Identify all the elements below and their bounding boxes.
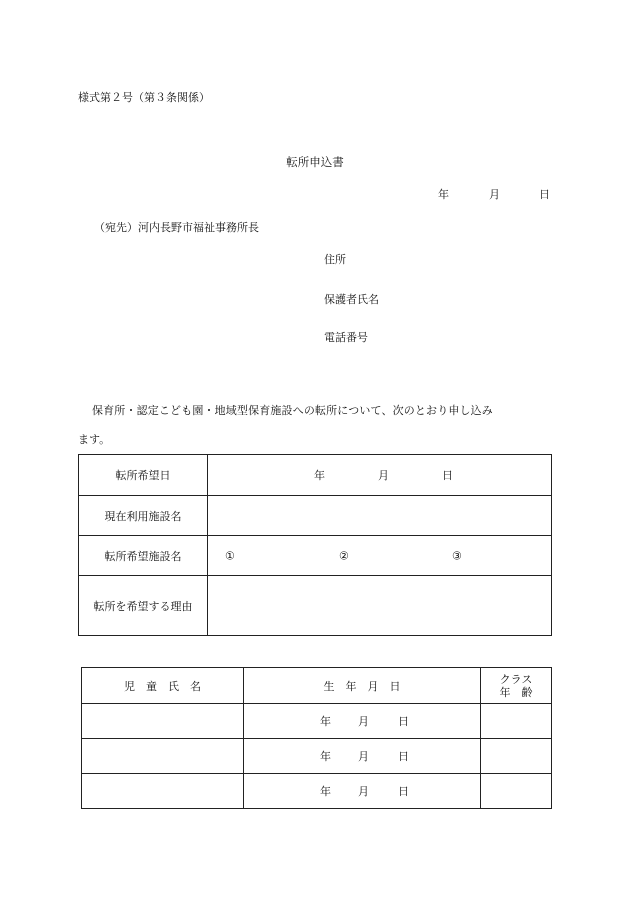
- desired-date-day: 日: [442, 469, 453, 482]
- birth-month-label: 月: [358, 715, 369, 728]
- facility-choice-2: ②: [339, 549, 349, 562]
- date-day-label: 日: [539, 188, 550, 201]
- reason-label: 転所を希望する理由: [79, 576, 208, 636]
- desired-date-field[interactable]: [208, 455, 552, 496]
- child-row: [82, 739, 552, 774]
- desired-date-row: [79, 455, 552, 496]
- desired-date-label: 転所希望日: [79, 455, 208, 496]
- class-age-header: [481, 668, 552, 704]
- birthdate-cell[interactable]: [244, 704, 481, 739]
- intro-text-line-1: 保育所・認定こども園・地域型保育施設への転所について、次のとおり申し込み: [92, 404, 493, 417]
- reason-row: [79, 576, 552, 636]
- birth-day-label: 日: [398, 750, 409, 763]
- birthdate-cell[interactable]: [244, 774, 481, 809]
- birth-day-label: 日: [398, 785, 409, 798]
- child-row: [82, 774, 552, 809]
- class-age-cell[interactable]: [481, 774, 552, 809]
- class-age-cell[interactable]: [481, 704, 552, 739]
- child-name-cell[interactable]: [82, 739, 244, 774]
- birth-year-label: 年: [320, 715, 331, 728]
- class-header-line-1: クラス: [499, 672, 533, 686]
- current-facility-field[interactable]: [208, 496, 552, 536]
- facility-choice-1: ①: [225, 549, 235, 562]
- child-name-cell[interactable]: [82, 774, 244, 809]
- intro-text-line-2: ます。: [78, 433, 111, 446]
- form-number: 様式第２号（第３条関係）: [78, 91, 210, 104]
- birth-day-label: 日: [398, 715, 409, 728]
- date-month-label: 月: [489, 188, 500, 201]
- phone-number-label: 電話番号: [324, 331, 368, 344]
- child-info-table: [81, 667, 552, 809]
- child-name-header: 児 童 氏 名: [82, 668, 244, 704]
- birth-year-label: 年: [320, 750, 331, 763]
- desired-date-year: 年: [314, 469, 325, 482]
- birthdate-header: 生 年 月 日: [244, 668, 481, 704]
- document-title: 転所申込書: [286, 155, 344, 169]
- facility-choice-3: ③: [452, 549, 462, 562]
- class-header-line-2: 年 齢: [499, 685, 533, 699]
- child-row: [82, 704, 552, 739]
- birthdate-cell[interactable]: [244, 739, 481, 774]
- date-year-label: 年: [438, 188, 449, 201]
- child-table-header: [82, 668, 552, 704]
- desired-facility-label: 転所希望施設名: [79, 536, 208, 576]
- guardian-name-label: 保護者氏名: [324, 293, 379, 306]
- birth-month-label: 月: [358, 785, 369, 798]
- applicant-address-label: 住所: [324, 253, 346, 266]
- addressee: （宛先）河内長野市福祉事務所長: [94, 221, 259, 234]
- class-age-cell[interactable]: [481, 739, 552, 774]
- desired-facility-field[interactable]: [208, 536, 552, 576]
- current-facility-label: 現在利用施設名: [79, 496, 208, 536]
- current-facility-row: [79, 496, 552, 536]
- birth-month-label: 月: [358, 750, 369, 763]
- child-name-cell[interactable]: [82, 704, 244, 739]
- transfer-request-table: [78, 454, 552, 636]
- desired-date-month: 月: [378, 469, 389, 482]
- desired-facility-row: [79, 536, 552, 576]
- reason-field[interactable]: [208, 576, 552, 636]
- birth-year-label: 年: [320, 785, 331, 798]
